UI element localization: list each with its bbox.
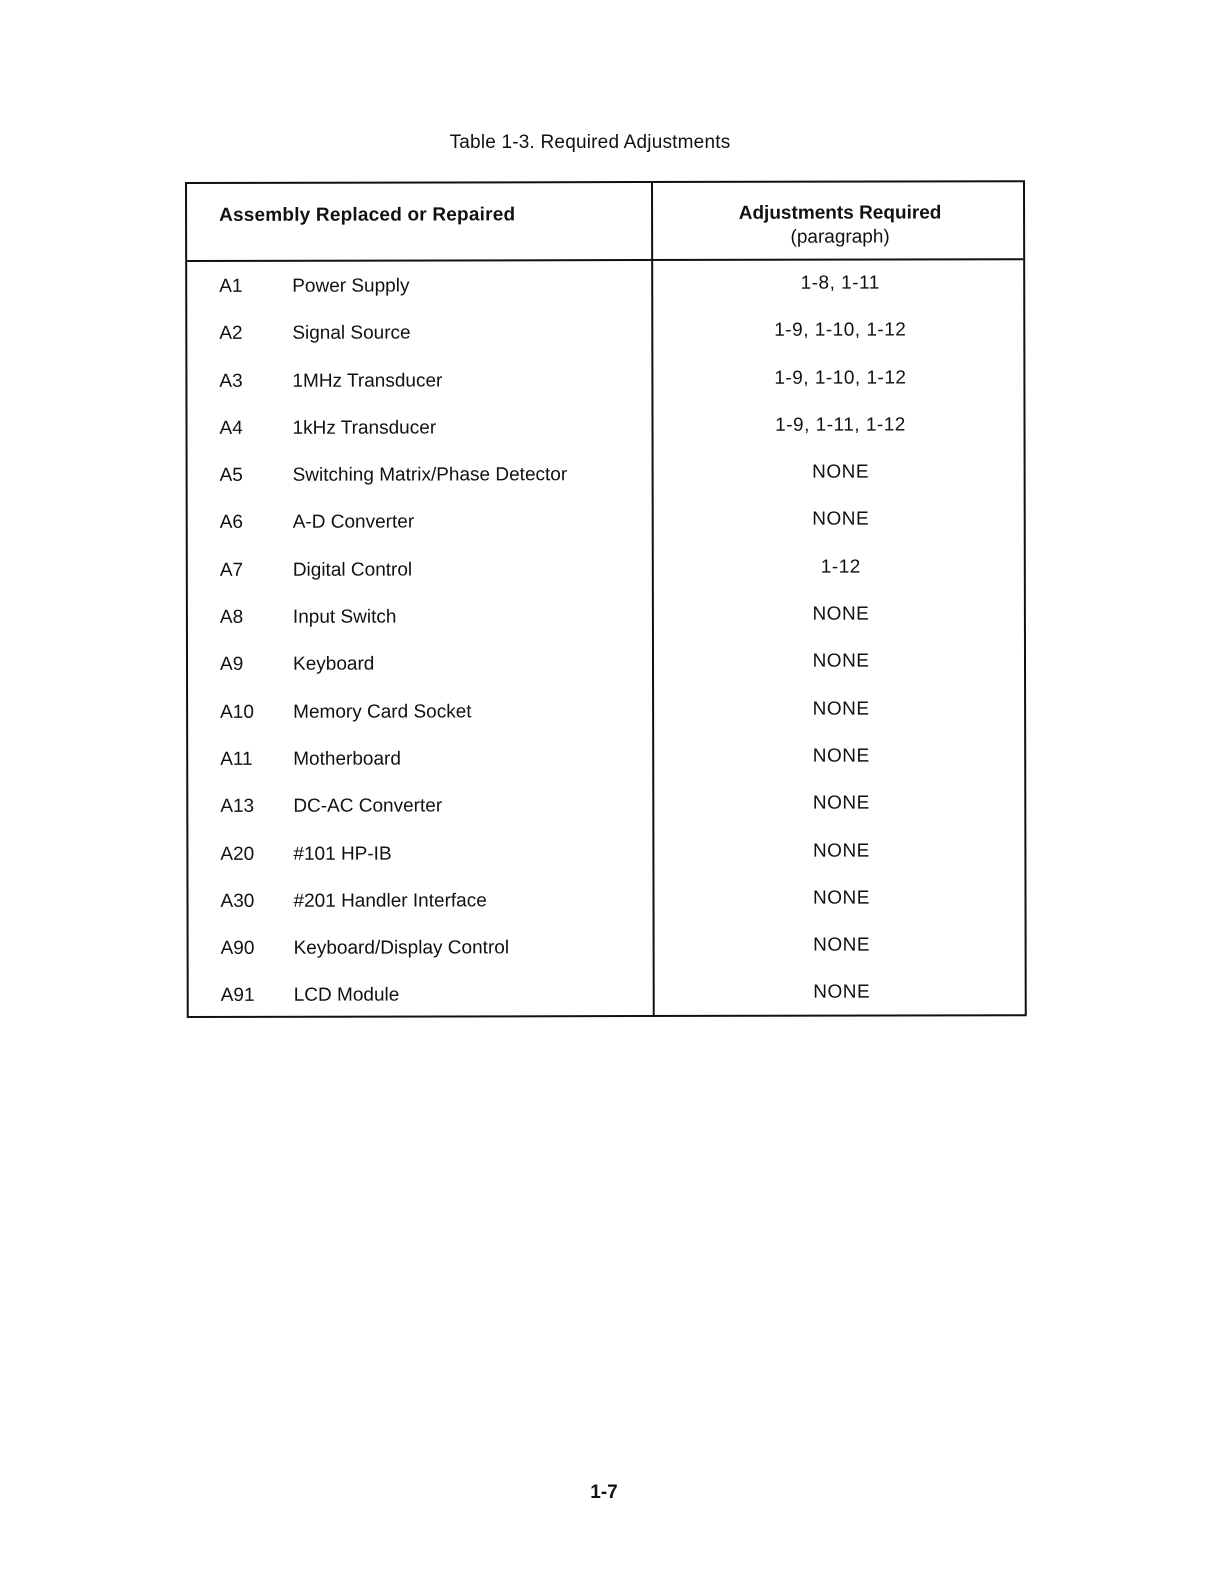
- assembly-ref: A7: [219, 559, 244, 581]
- assembly-name: 1MHz Transducer: [292, 370, 443, 392]
- table-title: Table 1-3. Required Adjustments: [449, 132, 731, 153]
- adjustments: NONE: [813, 982, 871, 1004]
- table-row: [187, 365, 1023, 414]
- adjustments: NONE: [812, 745, 870, 767]
- adjustments: NONE: [812, 792, 870, 814]
- adjustments: 1-9, 1-10, 1-12: [774, 367, 907, 389]
- assembly-name: #101 HP-IB: [293, 843, 392, 865]
- assembly-ref: A10: [220, 701, 254, 723]
- adjustments: NONE: [812, 650, 870, 673]
- assembly-name: Power Supply: [292, 275, 410, 297]
- adjustments: NONE: [812, 603, 870, 625]
- table-row: [188, 459, 1024, 508]
- table-row: [188, 885, 1024, 934]
- page-number: 1-7: [590, 1482, 618, 1503]
- adjustments: 1-12: [820, 556, 861, 578]
- adjustments: NONE: [813, 934, 871, 956]
- header-assembly: Assembly Replaced or Repaired: [219, 204, 516, 226]
- assembly-name: Keyboard/Display Control: [293, 937, 510, 959]
- adjustments: 1-9, 1-11, 1-12: [775, 414, 906, 436]
- assembly-ref: A30: [220, 890, 255, 912]
- adjustments: NONE: [812, 698, 870, 720]
- table-row: [189, 980, 1025, 1029]
- assembly-ref: A6: [219, 512, 243, 534]
- table-row: [188, 554, 1024, 603]
- header-adjustments-sub: (paragraph): [790, 226, 890, 248]
- table-row: [188, 838, 1024, 887]
- table-row: [188, 791, 1024, 840]
- assembly-ref: A2: [219, 323, 243, 345]
- assembly-ref: A20: [220, 843, 255, 865]
- assembly-ref: A4: [219, 417, 243, 439]
- header-adjustments: [653, 201, 1027, 250]
- assembly-ref: A91: [220, 985, 255, 1007]
- assembly-ref: A3: [219, 370, 243, 392]
- assembly-name: Signal Source: [292, 322, 411, 345]
- adjustments: NONE: [813, 887, 870, 909]
- assembly-name: DC-AC Converter: [293, 795, 443, 818]
- adjustments: NONE: [812, 840, 870, 862]
- adjustments: NONE: [812, 509, 870, 531]
- adjustments: 1-8, 1-11: [800, 272, 880, 294]
- assembly-name: Motherboard: [293, 748, 401, 770]
- table-row: [188, 507, 1024, 556]
- assembly-name: Memory Card Socket: [293, 701, 472, 723]
- assembly-name: Input Switch: [292, 606, 397, 628]
- table-row: [188, 649, 1024, 698]
- assembly-name: Keyboard: [292, 653, 375, 676]
- header-adjustments-main: Adjustments Required: [738, 202, 942, 224]
- assembly-ref: A5: [219, 465, 243, 487]
- assembly-name: Switching Matrix/Phase Detector: [292, 464, 568, 486]
- table-row: [187, 412, 1023, 461]
- adjustments: 1-9, 1-10, 1-12: [774, 319, 907, 342]
- assembly-name: #201 Handler Interface: [293, 890, 487, 912]
- assembly-name: A-D Converter: [292, 512, 415, 534]
- assembly-ref: A90: [220, 938, 255, 960]
- table-row: [188, 743, 1024, 792]
- table-row: [187, 318, 1023, 367]
- assembly-ref: A1: [219, 275, 243, 297]
- table-row: [189, 932, 1025, 981]
- assembly-ref: A9: [219, 654, 244, 676]
- header-divider: [187, 258, 1023, 262]
- table-body: [187, 270, 1025, 1028]
- assembly-name: LCD Module: [293, 985, 400, 1007]
- assembly-ref: A8: [219, 606, 244, 629]
- assembly-name: 1kHz Transducer: [292, 417, 437, 439]
- assembly-name: Digital Control: [292, 559, 413, 581]
- table-row: [187, 270, 1023, 319]
- adjustments: NONE: [812, 461, 870, 483]
- required-adjustments-table: [185, 180, 1027, 1018]
- assembly-ref: A11: [220, 748, 253, 770]
- table-row: [188, 601, 1024, 650]
- assembly-ref: A13: [220, 796, 255, 818]
- table-row: [188, 696, 1024, 745]
